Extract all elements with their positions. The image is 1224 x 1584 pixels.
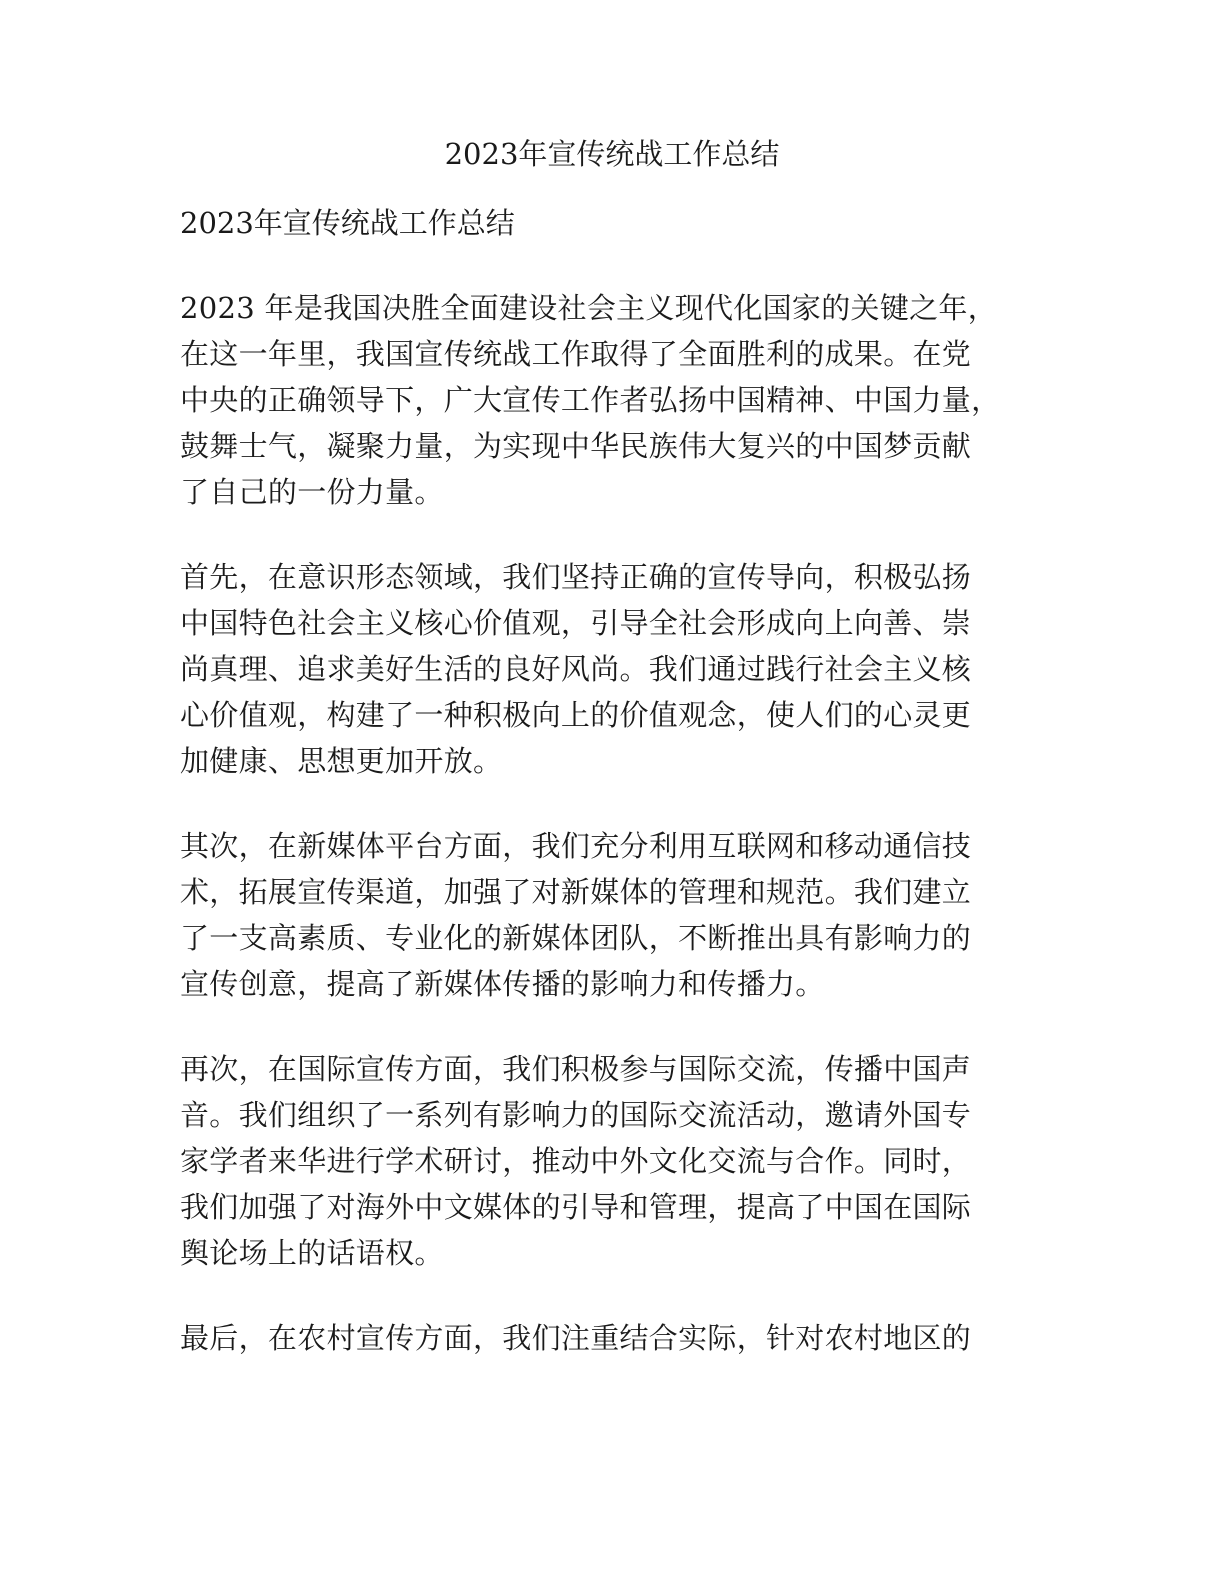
paragraph-line: 最后，在农村宣传方面，我们注重结合实际，针对农村地区的: [180, 1321, 972, 1355]
paragraph-line: 心价值观，构建了一种积极向上的价值观念，使人们的心灵更: [180, 698, 972, 732]
paragraph-line: 术，拓展宣传渠道，加强了对新媒体的管理和规范。我们建立: [180, 875, 972, 909]
paragraph-line: 我们加强了对海外中文媒体的引导和管理，提高了中国在国际: [180, 1190, 972, 1224]
document-subtitle: 2023年宣传统战工作总结: [180, 206, 515, 240]
paragraph-line: 了一支高素质、专业化的新媒体团队，不断推出具有影响力的: [180, 921, 972, 955]
paragraph-line: 再次，在国际宣传方面，我们积极参与国际交流，传播中国声: [180, 1052, 972, 1086]
paragraph-line: 2023 年是我国决胜全面建设社会主义现代化国家的关键之年，: [180, 291, 998, 325]
paragraph-intro: [180, 285, 1050, 515]
paragraph-line: 了自己的一份力量。: [180, 475, 444, 509]
paragraph-line: 舆论场上的话语权。: [180, 1236, 444, 1270]
paragraph-line: 在这一年里，我国宣传统战工作取得了全面胜利的成果。在党: [180, 337, 972, 371]
paragraph-line: 家学者来华进行学术研讨，推动中外文化交流与合作。同时，: [180, 1144, 972, 1178]
paragraph-line: 加健康、思想更加开放。: [180, 744, 503, 778]
paragraph-rural: [180, 1315, 1050, 1361]
paragraph-line: 中央的正确领导下，广大宣传工作者弘扬中国精神、中国力量，: [180, 383, 1001, 417]
paragraph-line: 首先，在意识形态领域，我们坚持正确的宣传导向，积极弘扬: [180, 560, 972, 594]
paragraph-international: [180, 1046, 1050, 1276]
paragraph-line: 宣传创意，提高了新媒体传播的影响力和传播力。: [180, 967, 825, 1001]
paragraph-ideology: [180, 554, 1050, 784]
paragraph-line: 中国特色社会主义核心价值观，引导全社会形成向上向善、崇: [180, 606, 972, 640]
paragraph-line: 其次，在新媒体平台方面，我们充分利用互联网和移动通信技: [180, 829, 972, 863]
document-title: 2023年宣传统战工作总结: [444, 137, 780, 171]
paragraph-line: 音。我们组织了一系列有影响力的国际交流活动，邀请外国专: [180, 1098, 972, 1132]
document-body: [180, 200, 1050, 1400]
paragraph-line: 鼓舞士气，凝聚力量，为实现中华民族伟大复兴的中国梦贡献: [180, 429, 972, 463]
paragraph-line: 尚真理、追求美好生活的良好风尚。我们通过践行社会主义核: [180, 652, 972, 686]
paragraph-new-media: [180, 823, 1050, 1007]
